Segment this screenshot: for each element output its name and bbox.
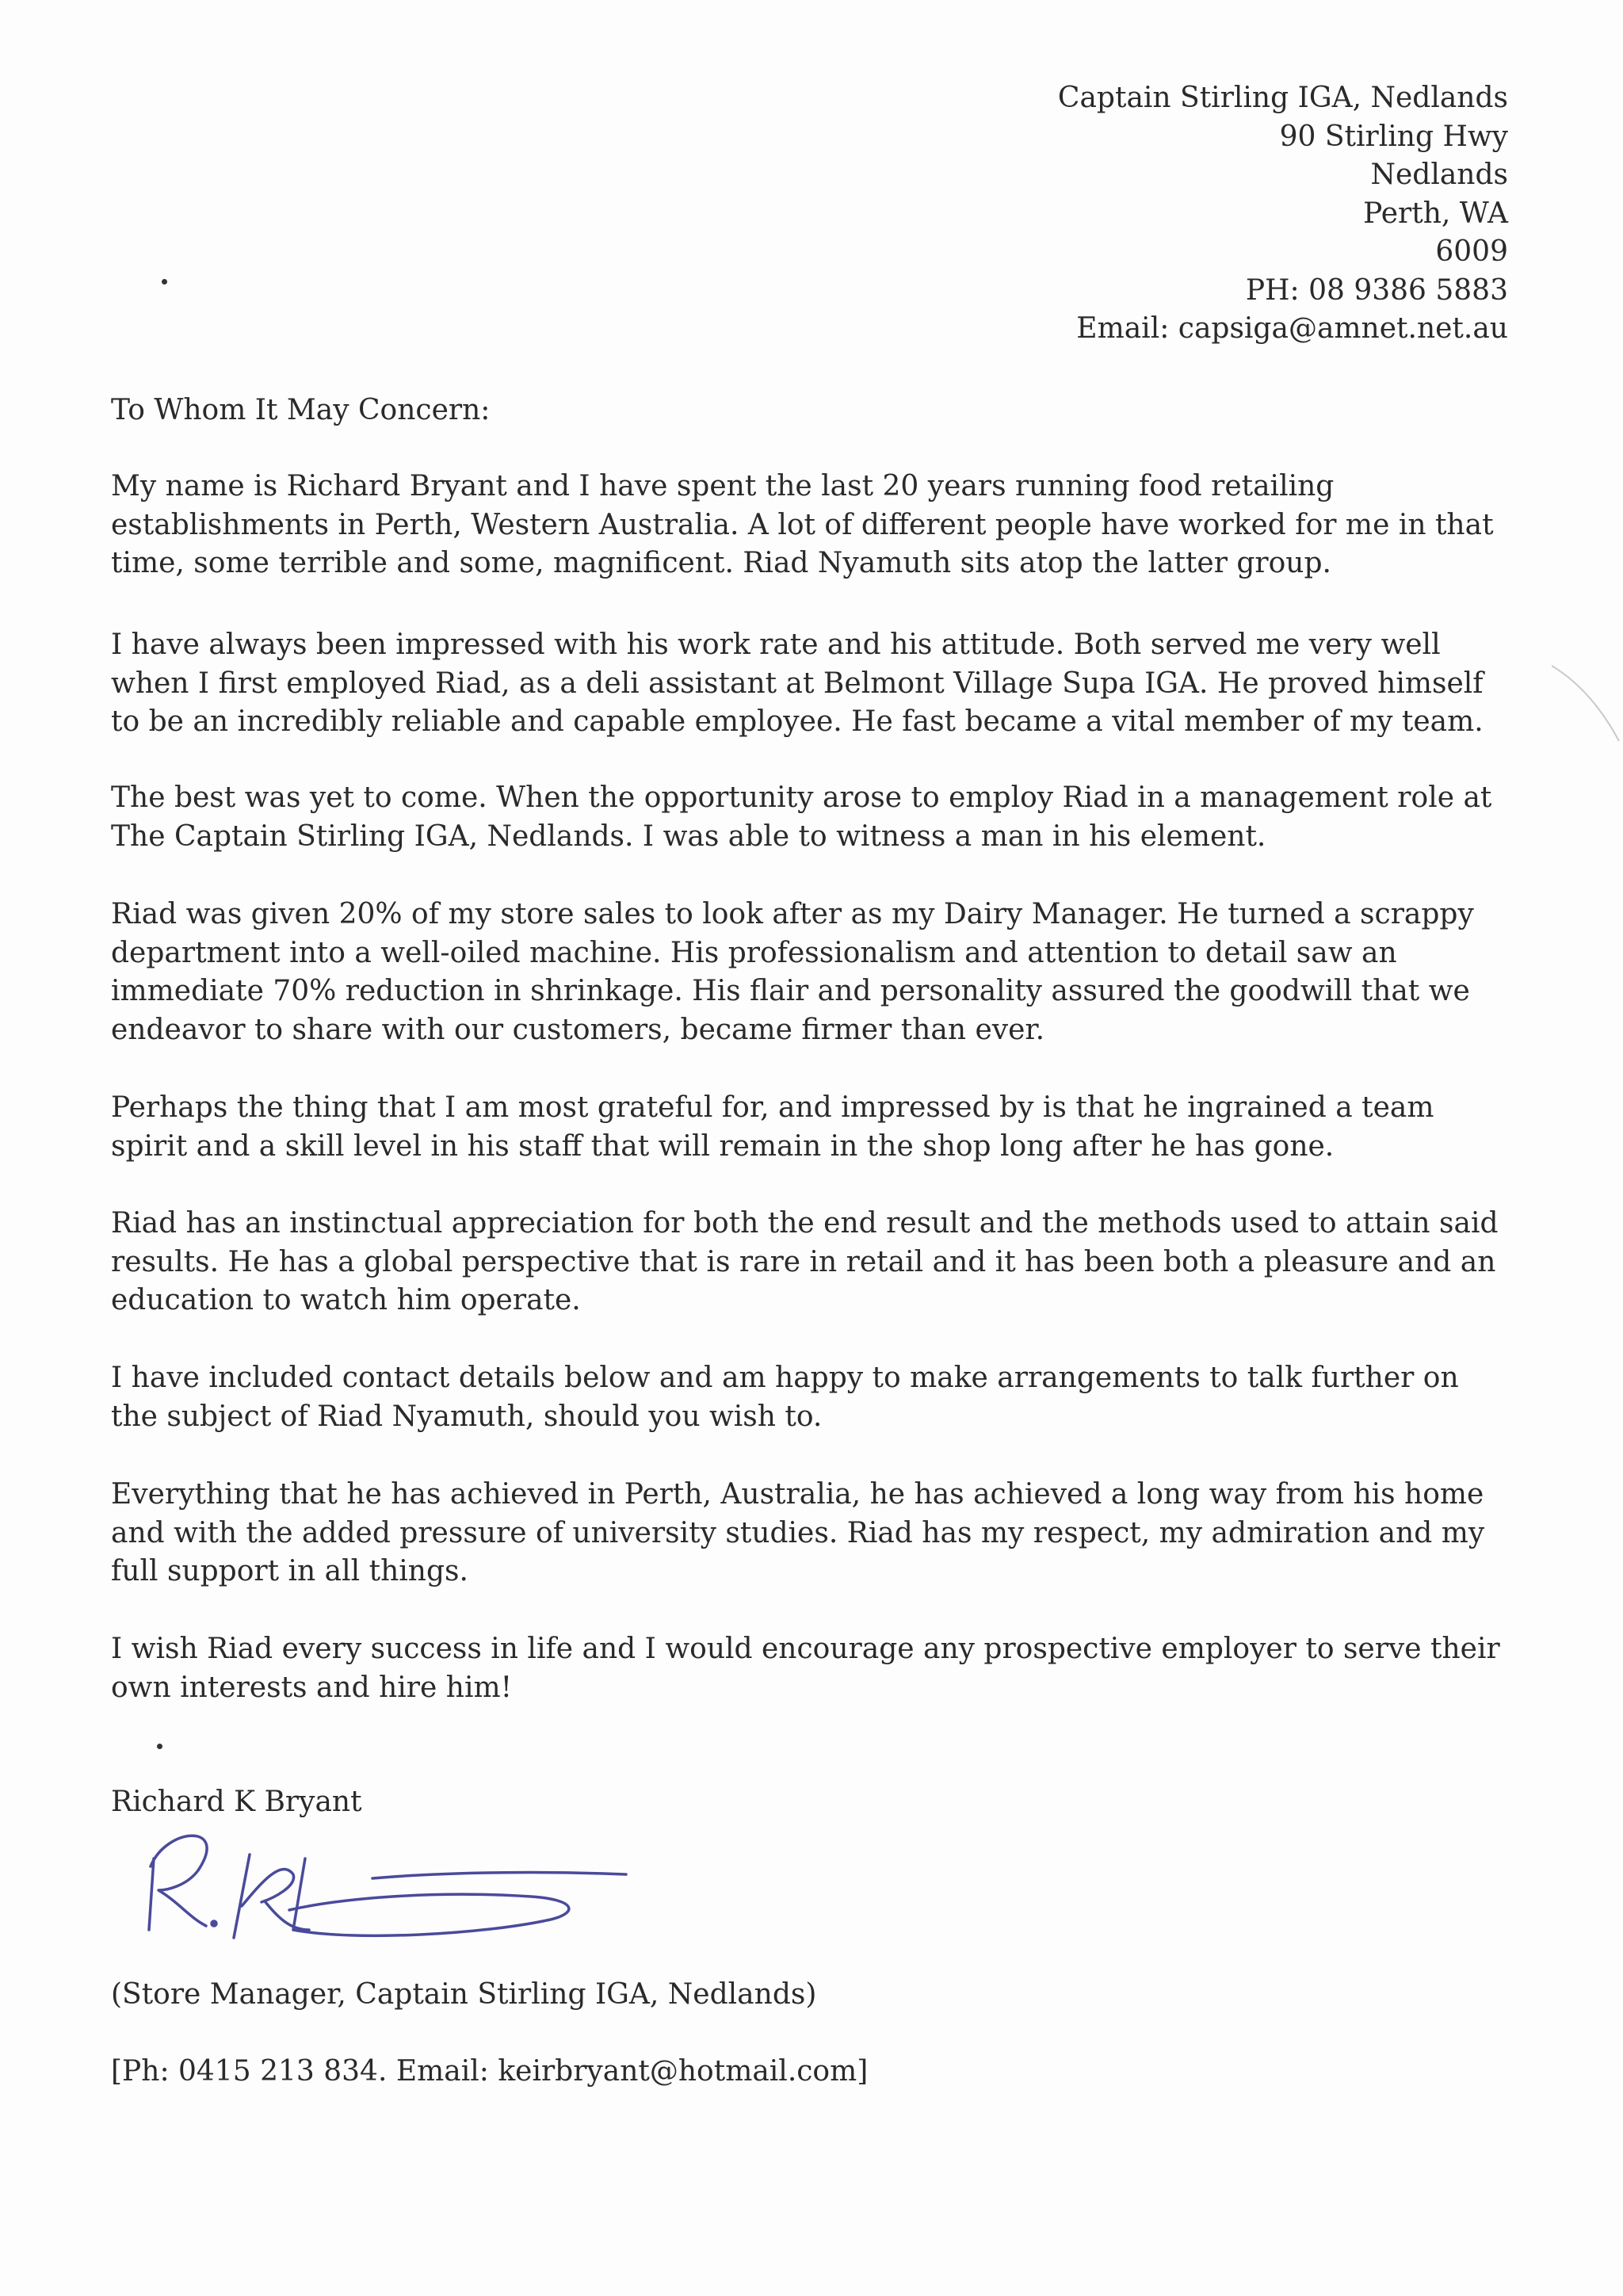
signatory-contact: [Ph: 0415 213 834. Email: keirbryant@hotmail.com]	[111, 2055, 869, 2088]
scan-mark-line	[1552, 658, 1623, 753]
paragraph-recommendation: I wish Riad every success in life and I would encourage any prospective employer to serve their own interests and hire him!	[111, 1633, 1500, 1704]
sender-address	[1058, 79, 1508, 349]
paragraph-dairy-manager: Riad was given 20% of my store sales to look after as my Dairy Manager. He turned a scrappy department into a well-oiled machine. His professionalism and attention to detail saw an immediate 70% reduction in shrinkage. His flair and personality assured the goodwill that we endeavor to share with our customers, became firmer than ever.	[111, 898, 1474, 1046]
paragraph-work-rate: I have always been impressed with his work rate and his attitude. Both served me very well when I first employed Riad, as a deli assistant at Belmont Village Supa IGA. He proved himself to be an incredibly reliable and capable employee. He fast became a vital member of my team.	[111, 628, 1484, 738]
address-line-suburb: Nedlands	[1370, 159, 1508, 191]
paragraph-contact-offer: I have included contact details below and am happy to make arrangements to talk further on the subject of Riad Nyamuth, should you wish to.	[111, 1362, 1459, 1433]
handwritten-signature	[135, 1811, 642, 1958]
stray-mark-dot	[162, 279, 167, 285]
paragraph-management-role: The best was yet to come. When the opportunity arose to employ Riad in a management role at The Captain Stirling IGA, Nedlands. I was able to witness a man in his element.	[111, 781, 1492, 853]
address-line-store: Captain Stirling IGA, Nedlands	[1057, 82, 1508, 114]
paragraph-team-spirit: Perhaps the thing that I am most grateful for, and impressed by is that he ingrained a team spirit and a skill level in his staff that will remain in the shop long after he has gone.	[111, 1091, 1434, 1163]
signatory-name: Richard K Bryant	[111, 1786, 362, 1818]
address-line-email: Email: capsiga@amnet.net.au	[1076, 312, 1508, 345]
salutation: To Whom It May Concern:	[111, 394, 491, 426]
address-line-street: 90 Stirling Hwy	[1279, 120, 1508, 153]
address-line-postcode: 6009	[1435, 235, 1508, 268]
stray-mark-dot-lower	[157, 1744, 162, 1749]
paragraph-achievements: Everything that he has achieved in Perth, Australia, he has achieved a long way from his home and with the added pressure of university studies. Riad has my respect, my admiration and my full support in all things.	[111, 1478, 1485, 1587]
address-line-city: Perth, WA	[1363, 197, 1508, 230]
paragraph-perspective: Riad has an instinctual appreciation for both the end result and the methods used to attain said results. He has a global perspective that is rare in retail and it has been both a pleasure and an education to watch him operate.	[111, 1207, 1499, 1316]
address-line-phone: PH: 08 9386 5883	[1245, 273, 1508, 307]
signatory-title: (Store Manager, Captain Stirling IGA, Nedlands)	[111, 1978, 817, 2011]
paragraph-intro: My name is Richard Bryant and I have spent the last 20 years running food retailing establishments in Perth, Western Australia. A lot of different people have worked for me in that time, some terrible and some, magnificent. Riad Nyamuth sits atop the latter group.	[111, 470, 1494, 579]
